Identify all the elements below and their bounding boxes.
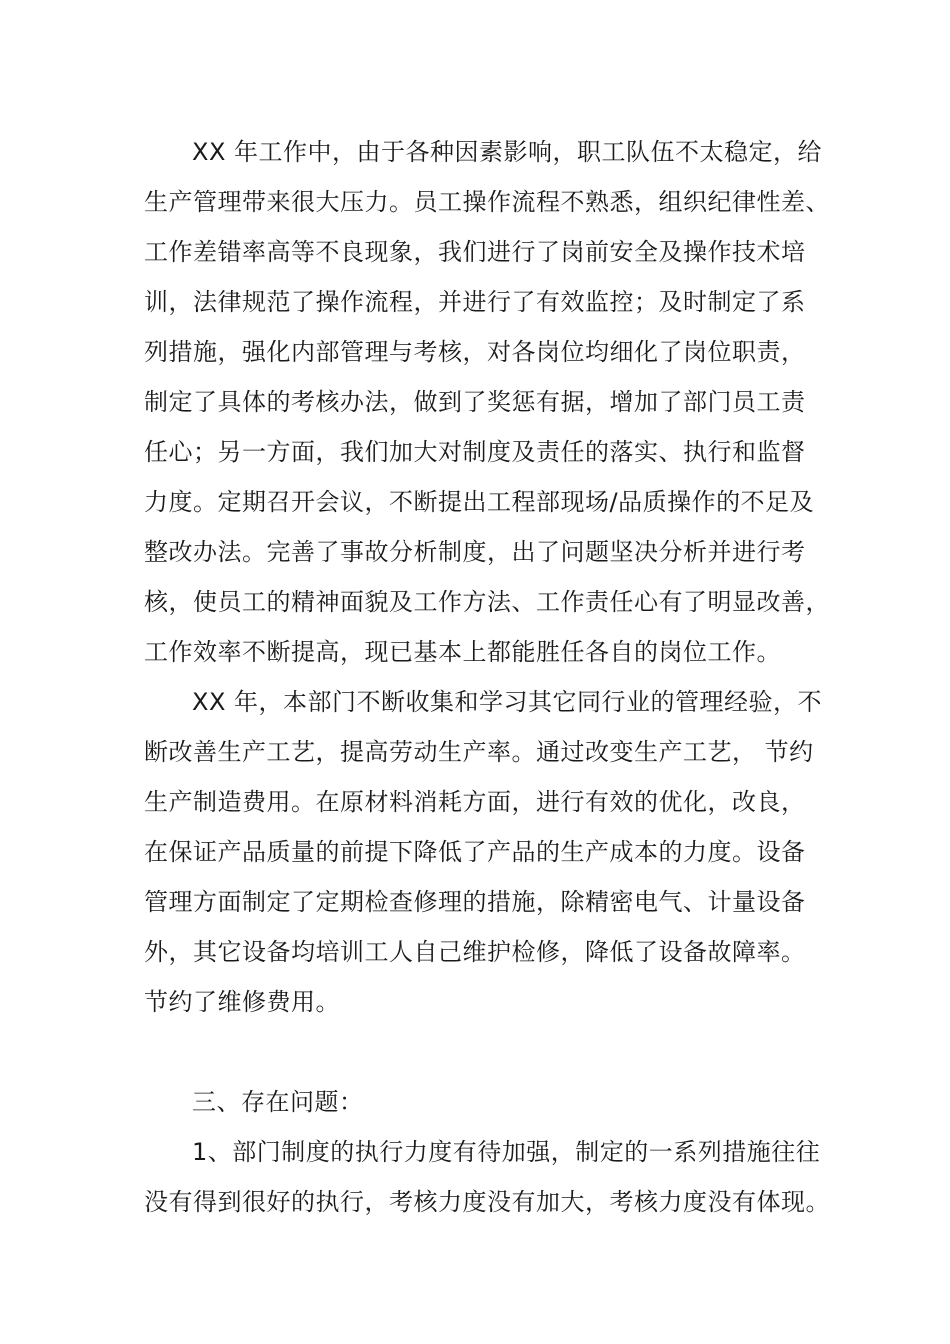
paragraph1-line: 力度。定期召开会议，不断提出工程部现场/品质操作的不足及 — [144, 488, 815, 516]
paragraph1-line: 整改办法。完善了事故分析制度，出了问题坚决分析并进行考 — [144, 538, 806, 566]
paragraph1-line: 任心；另一方面，我们加大对制度及责任的落实、执行和监督 — [144, 438, 806, 466]
section-heading: 三、存在问题： — [192, 1088, 364, 1116]
paragraph2-line: 外，其它设备均培训工人自己维护检修，降低了设备故障率。 — [144, 938, 806, 966]
paragraph1-line: 制定了具体的考核办法，做到了奖惩有据，增加了部门员工责 — [144, 388, 806, 416]
paragraph1-line: XX 年工作中，由于各种因素影响，职工队伍不太稳定，给 — [192, 138, 823, 166]
paragraph2-line: 在保证产品质量的前提下降低了产品的生产成本的力度。设备 — [144, 838, 806, 866]
paragraph2-line: 断改善生产工艺，提高劳动生产率。通过改变生产工艺， 节约 — [144, 738, 814, 766]
paragraph1-line: 生产管理带来很大压力。员工操作流程不熟悉，组织纪律性差、 — [144, 188, 830, 216]
paragraph2-line: 生产制造费用。在原材料消耗方面，进行有效的优化，改良， — [144, 788, 806, 816]
paragraph1-line: 核，使员工的精神面貌及工作方法、工作责任心有了明显改善， — [144, 588, 830, 616]
paragraph1-line: 工作差错率高等不良现象，我们进行了岗前安全及操作技术培 — [144, 238, 806, 266]
paragraph2-line: XX 年，本部门不断收集和学习其它同行业的管理经验，不 — [192, 688, 823, 716]
paragraph3-line: 没有得到很好的执行，考核力度没有加大，考核力度没有体现。 — [144, 1188, 830, 1216]
paragraph2-line: 管理方面制定了定期检查修理的措施，除精密电气、计量设备 — [144, 888, 806, 916]
paragraph2-line: 节约了维修费用。 — [144, 988, 340, 1016]
paragraph1-line: 工作效率不断提高，现已基本上都能胜任各自的岗位工作。 — [144, 638, 781, 666]
paragraph1-line: 训，法律规范了操作流程，并进行了有效监控；及时制定了系 — [144, 288, 806, 316]
paragraph1-line: 列措施，强化内部管理与考核，对各岗位均细化了岗位职责， — [144, 338, 806, 366]
paragraph3-line: 1、部门制度的执行力度有待加强，制定的一系列措施往往 — [192, 1138, 821, 1166]
